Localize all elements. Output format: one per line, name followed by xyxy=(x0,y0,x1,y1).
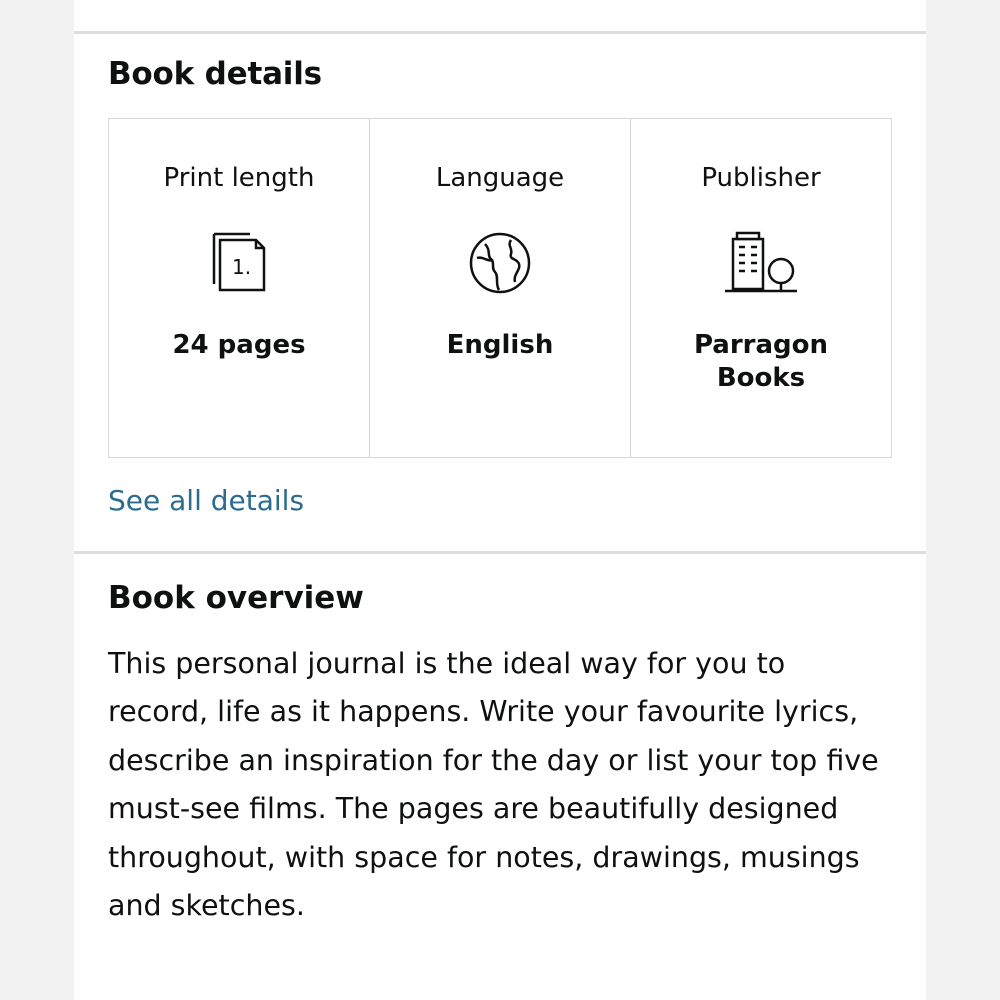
see-all-details-link[interactable]: See all details xyxy=(108,484,305,517)
globe-icon xyxy=(465,227,535,299)
detail-column-print-length xyxy=(108,119,370,457)
detail-value-print-length: 24 pages xyxy=(172,330,306,360)
detail-label-language: Language xyxy=(435,163,565,193)
book-overview-title: Book overview xyxy=(108,580,364,616)
page-title: Book details xyxy=(108,56,322,92)
detail-label-print-length: Print length xyxy=(163,163,315,193)
book-details-grid xyxy=(108,118,892,458)
detail-label-publisher: Publisher xyxy=(701,163,821,193)
detail-value-language: English xyxy=(446,330,554,360)
book-overview-text: This personal journal is the ideal way for you to record, life as it happens. Write your favourite lyrics, describe an inspiration for the day or list your top five must-see films. The pages are beautifully designed throughout, with space for notes, drawings, musings and sketches. xyxy=(108,647,879,923)
detail-column-publisher xyxy=(631,119,892,457)
section-divider-top xyxy=(74,31,926,34)
book-overview-section xyxy=(74,580,926,931)
page-count-icon xyxy=(208,227,270,299)
book-details-section xyxy=(74,56,926,517)
building-icon xyxy=(719,227,803,299)
section-divider-middle xyxy=(74,551,926,554)
detail-column-language xyxy=(370,119,631,457)
detail-value-publisher: Parragon Books xyxy=(693,330,829,394)
svg-text:1.: 1. xyxy=(232,255,252,279)
product-page-panel xyxy=(74,0,926,1000)
